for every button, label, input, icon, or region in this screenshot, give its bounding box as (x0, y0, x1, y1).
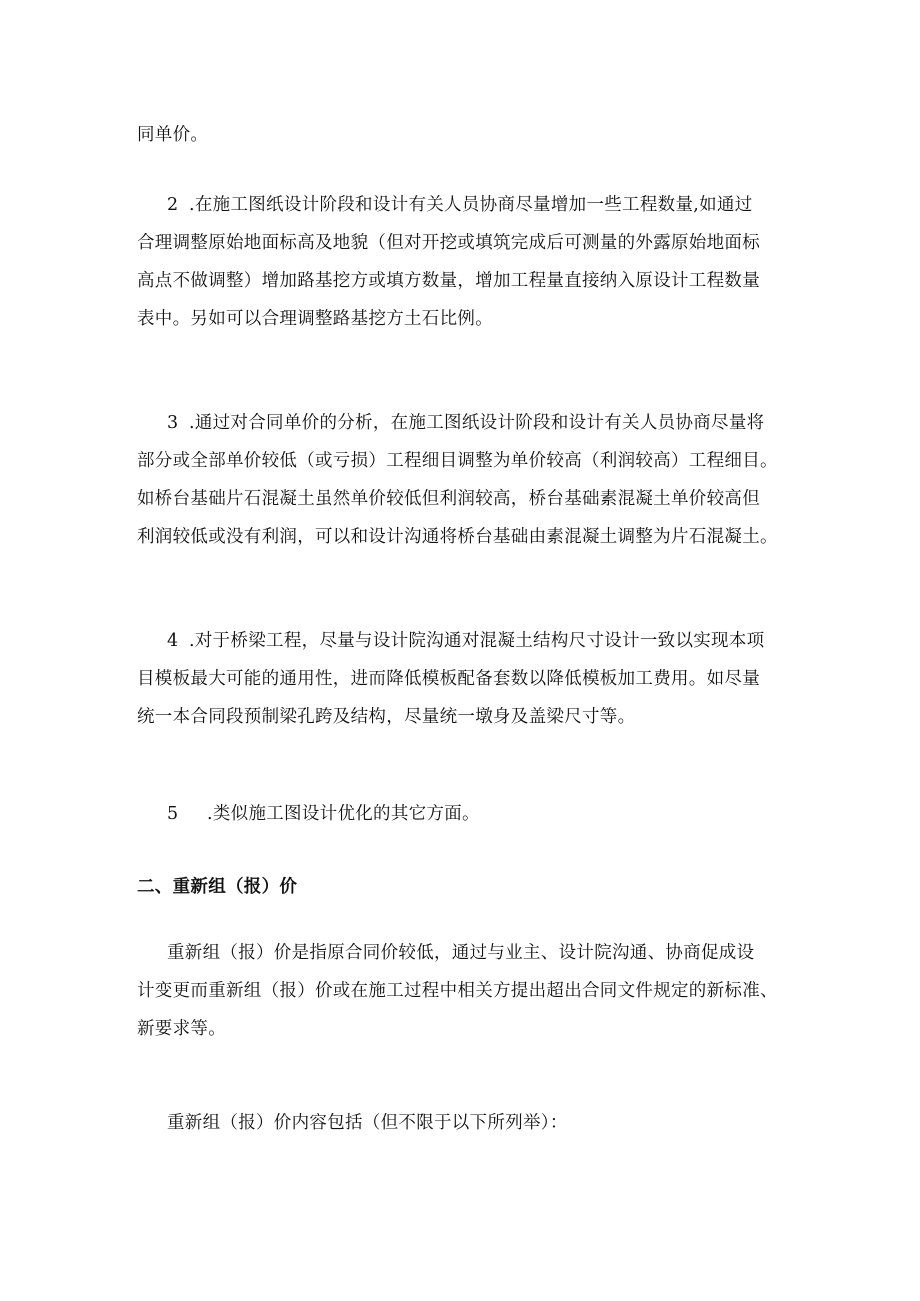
text-line: 计变更而重新组（报）价或在施工过程中相关方提出超出合同文件规定的新标准、 (137, 981, 778, 1001)
text-line: 目模板最大可能的通用性，进而降低模板配备套数以降低模板加工费用。如尽量 (137, 669, 760, 689)
text-segment: .对于桥梁工程，尽量与设计院沟通对混凝土结构尺寸设计一致以实现本项 (189, 631, 765, 651)
paragraph-item-3 (137, 404, 797, 556)
text-line: 部分或全部单价较低（或亏损）工程细目调整为单价较高（利润较高）工程细目。 (137, 451, 778, 471)
text-line: 高点不做调整）增加路基挖方或填方数量，增加工程量直接纳入原设计工程数量 (137, 271, 760, 291)
text-line (137, 404, 797, 442)
item-number: 4 (167, 631, 179, 651)
text-segment: .在施工图纸设计阶段和设计有关人员协商尽量增加一些工程数量,如通过 (189, 195, 753, 215)
text-segment: .类似施工图设计优化的其它方面。 (207, 804, 480, 824)
heading-text: 二、重新组（报）价 (137, 877, 298, 897)
paragraph-item-5 (137, 795, 797, 833)
text-line: 重新组（报）价是指原合同价较低，通过与业主、设计院沟通、协商促成设 (167, 943, 755, 963)
text-line: 统一本合同段预制梁孔跨及结构，尽量统一墩身及盖梁尺寸等。 (137, 707, 636, 727)
paragraph-reprice-contents (137, 1104, 797, 1142)
section-heading (137, 868, 797, 906)
text-line (137, 186, 797, 224)
text-line: 重新组（报）价内容包括（但不限于以下所列举）： (167, 1113, 568, 1133)
text-segment: .通过对合同单价的分析，在施工图纸设计阶段和设计有关人员协商尽量将 (189, 413, 765, 433)
paragraph-reprice-definition (137, 934, 797, 1048)
paragraph-continuation (137, 116, 797, 154)
text-line: 表中。另如可以合理调整路基挖方土石比例。 (137, 309, 493, 329)
text-line (137, 795, 797, 833)
text-line: 利润较低或没有利润，可以和设计沟通将桥台基础由素混凝土调整为片石混凝土。 (137, 527, 778, 547)
text-line: 如桥台基础片石混凝土虽然单价较低但利润较高，桥台基础素混凝土单价较高但 (137, 489, 760, 509)
text-line (137, 622, 797, 660)
text-line: 同单价。 (137, 125, 209, 145)
text-line: 合理调整原始地面标高及地貌（但对开挖或填筑完成后可测量的外露原始地面标 (137, 233, 760, 253)
paragraph-item-4 (137, 622, 797, 736)
paragraph-item-2 (137, 186, 797, 338)
item-number: 3 (167, 413, 179, 433)
text-line: 新要求等。 (137, 1019, 226, 1039)
item-number: 2 (167, 195, 179, 215)
item-number: 5 (167, 804, 179, 824)
